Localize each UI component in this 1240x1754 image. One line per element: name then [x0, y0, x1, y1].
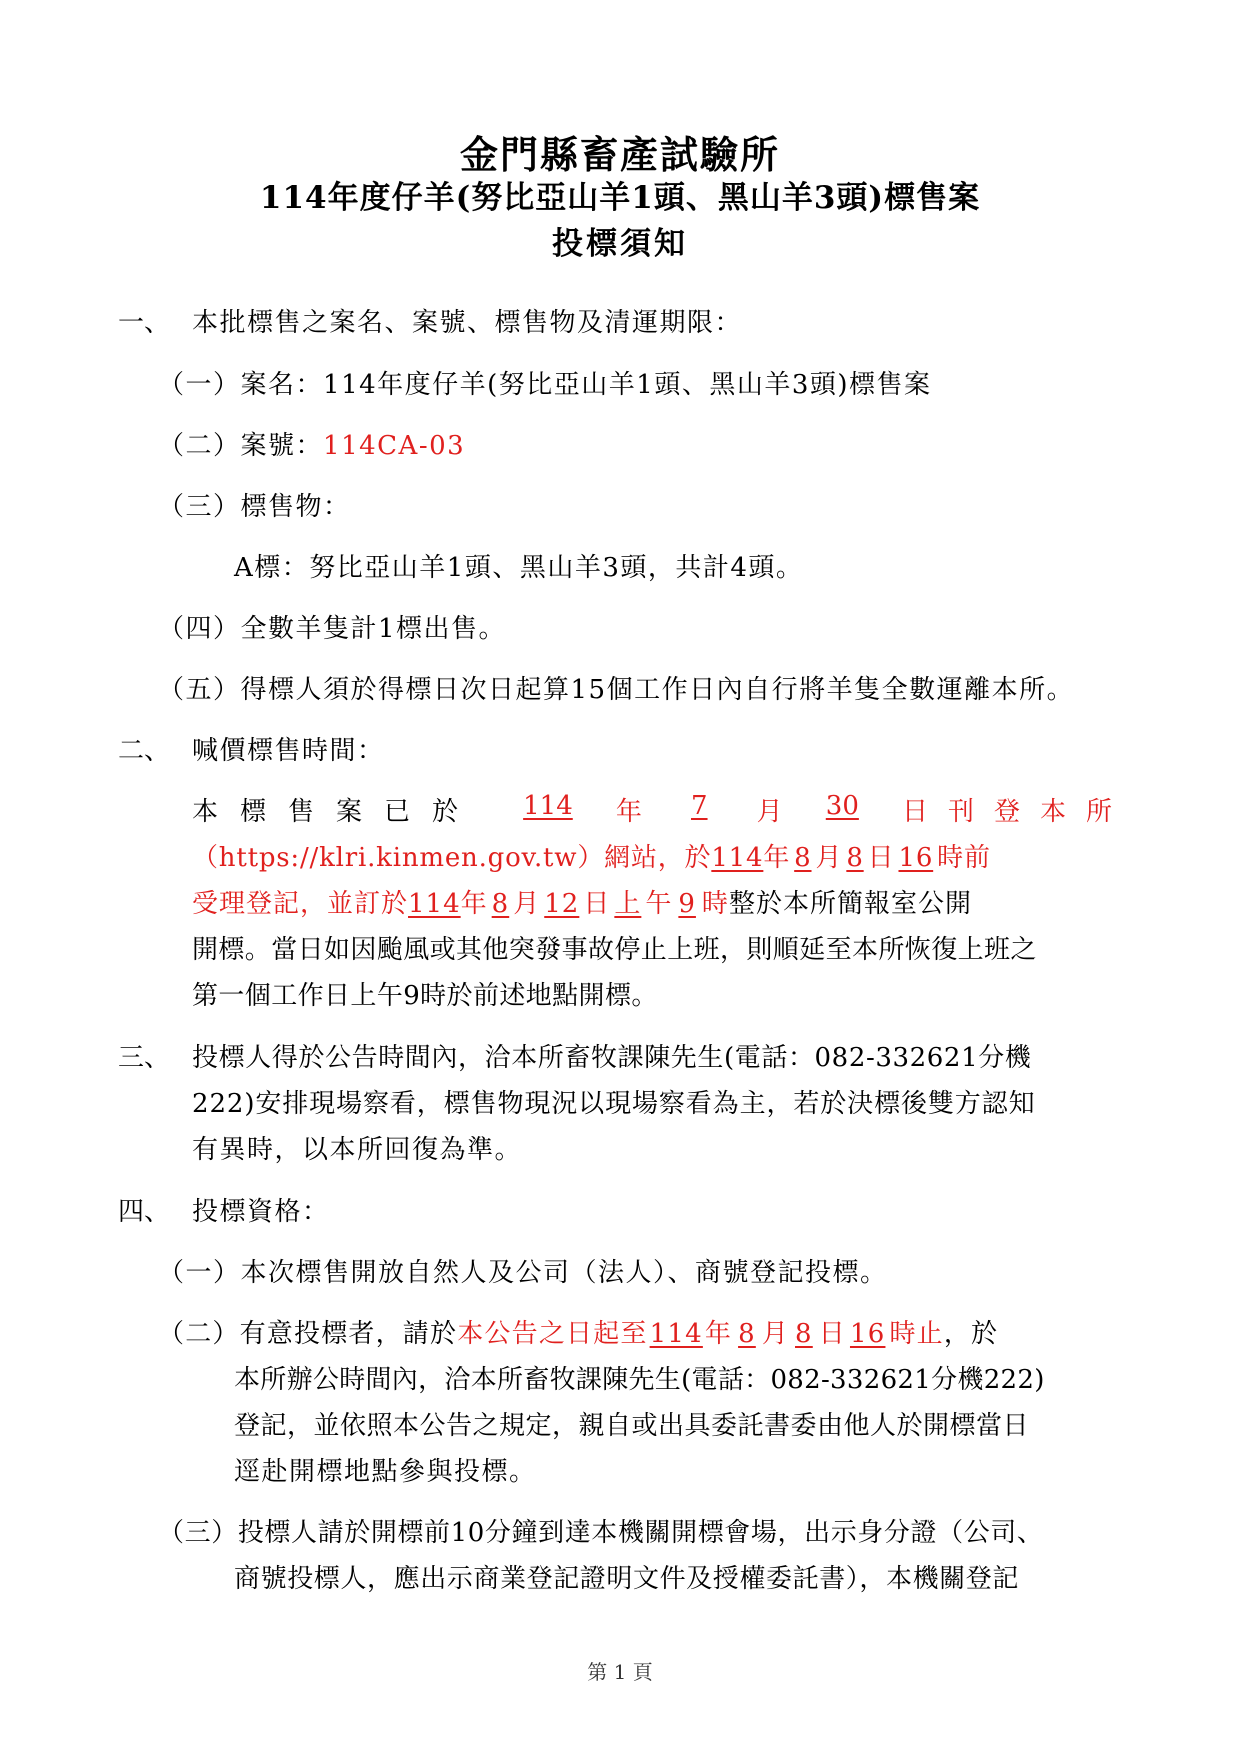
item-registration	[158, 1313, 998, 1350]
item-attendance	[158, 1512, 1044, 1549]
case-subtitle: 114年度仔羊(努比亞山羊1頭、黑山羊3頭)標售案	[259, 180, 981, 216]
item-text: 得標人須於得標日次日起算15個工作日內自行將羊隻全數運離本所。	[240, 675, 1075, 705]
item-registration-line-2: 本所辦公時間內，洽本所畜牧課陳先生(電話：082-332621分機222)	[234, 1365, 1045, 1395]
text-segment: ，於	[943, 1319, 999, 1349]
section-4-heading: 投標資格：	[192, 1197, 330, 1227]
text-segment: 午	[645, 889, 673, 919]
item-lot	[158, 486, 351, 523]
page-number: 第 1 頁	[587, 1660, 653, 1684]
text-segment: 年	[763, 843, 791, 873]
item-label: 案號：	[240, 431, 324, 461]
item-case-number	[158, 425, 465, 462]
text-segment: 本標售案已於	[192, 797, 481, 827]
deadline-day: 8	[846, 843, 864, 873]
text-segment: 月	[513, 889, 541, 919]
item-case-name	[158, 364, 932, 401]
section-2-line-2	[192, 837, 991, 874]
section-3-line-1: 投標人得於公告時間內，洽本所畜牧課陳先生(電話：082-332621分機	[192, 1043, 1032, 1073]
case-number-value: 114CA-03	[323, 431, 466, 461]
opening-hour: 9	[678, 889, 696, 919]
item-label: 標售物：	[240, 492, 351, 522]
opening-ampm: 上	[614, 889, 642, 919]
item-registration-line-3: 登記，並依照本公告之規定，親自或出具委託書委由他人於開標當日	[234, 1411, 1030, 1441]
lot-a-description: A標：努比亞山羊1頭、黑山羊3頭，共計4頭。	[234, 553, 804, 583]
item-attendance-line-2: 商號投標人，應出示商業登記證明文件及授權委託書），本機關登記	[234, 1564, 1020, 1594]
section-2-line-4: 開標。當日如因颱風或其他突發事故停止上班，則順延至本所恢復上班之	[192, 935, 1037, 965]
item-eligibility	[158, 1252, 888, 1289]
text-segment: 月	[761, 1319, 790, 1349]
case-name-value: 114年度仔羊(努比亞山羊1頭、黑山羊3頭)標售案	[323, 370, 932, 400]
section-1-number: 一、	[118, 308, 171, 338]
section-1-heading: 本批標售之案名、案號、標售物及清運期限：	[192, 308, 743, 338]
item-number: （三）	[158, 492, 241, 522]
text-segment: 日	[867, 843, 895, 873]
item-text: 全數羊隻計1標出售。	[240, 614, 507, 644]
text-segment: 本公告之日起至	[457, 1319, 648, 1349]
text-segment: 年	[460, 889, 488, 919]
registration-year: 114	[649, 1319, 703, 1349]
registration-day: 8	[795, 1319, 813, 1349]
deadline-hour: 16	[898, 843, 934, 873]
text-segment: 日	[583, 889, 611, 919]
item-number: （三）	[158, 1518, 238, 1548]
text-segment: 時	[701, 889, 729, 919]
doc-title: 投標須知	[552, 226, 688, 262]
section-3-number: 三、	[118, 1043, 171, 1073]
section-2-line-3	[192, 883, 972, 920]
text-segment: 受理登記，並訂於	[192, 889, 409, 919]
section-2-line-1	[192, 791, 1132, 828]
deadline-year: 114	[711, 843, 764, 873]
opening-year: 114	[408, 889, 461, 919]
text-segment: 日刊登本所	[901, 797, 1132, 827]
text-segment: 月	[815, 843, 843, 873]
item-sale-count	[158, 608, 506, 645]
opening-month: 8	[491, 889, 510, 919]
item-text: 投標人請於開標前10分鐘到達本機關開標會場，出示身分證（公司、	[237, 1518, 1044, 1548]
announce-day: 30	[825, 791, 859, 821]
text-segment: 日	[818, 1319, 846, 1349]
item-text: 本次標售開放自然人及公司（法人）、商號登記投標。	[240, 1258, 888, 1288]
text-segment: 時止	[889, 1319, 944, 1349]
announce-year: 114	[523, 791, 573, 821]
section-4-number: 四、	[118, 1197, 171, 1227]
section-3-line-2: 222)安排現場察看，標售物現況以現場察看為主，若於決標後雙方認知	[192, 1089, 1036, 1119]
text-segment: 有意投標者，請於	[239, 1319, 458, 1349]
text-segment: 年	[615, 797, 642, 827]
text-segment: 月	[756, 797, 783, 827]
item-label: 案名：	[240, 370, 324, 400]
text-segment: 時前	[937, 843, 991, 873]
section-2-heading: 喊價標售時間：	[192, 736, 385, 766]
announce-month: 7	[691, 791, 708, 821]
opening-day: 12	[544, 889, 580, 919]
item-number: （五）	[158, 675, 241, 705]
section-2-number: 二、	[118, 736, 171, 766]
text-segment: 整於本所簡報室公開	[728, 889, 972, 919]
section-2-line-5: 第一個工作日上午9時於前述地點開標。	[192, 981, 658, 1011]
item-number: （一）	[158, 370, 241, 400]
text-segment: 年	[704, 1319, 733, 1349]
section-3-line-3: 有異時，以本所回復為準。	[192, 1135, 523, 1165]
item-removal-deadline	[158, 669, 1074, 706]
registration-month: 8	[738, 1319, 756, 1349]
item-number: （二）	[158, 1319, 240, 1349]
website-url: （https://klri.kinmen.gov.tw）網站，於	[192, 843, 712, 873]
item-number: （四）	[158, 614, 241, 644]
item-registration-line-4: 逕赴開標地點參與投標。	[234, 1457, 537, 1487]
item-number: （一）	[158, 1258, 241, 1288]
registration-hour: 16	[849, 1319, 886, 1349]
item-number: （二）	[158, 431, 241, 461]
deadline-month: 8	[794, 843, 812, 873]
page-title: 金門縣畜產試驗所	[459, 132, 780, 177]
